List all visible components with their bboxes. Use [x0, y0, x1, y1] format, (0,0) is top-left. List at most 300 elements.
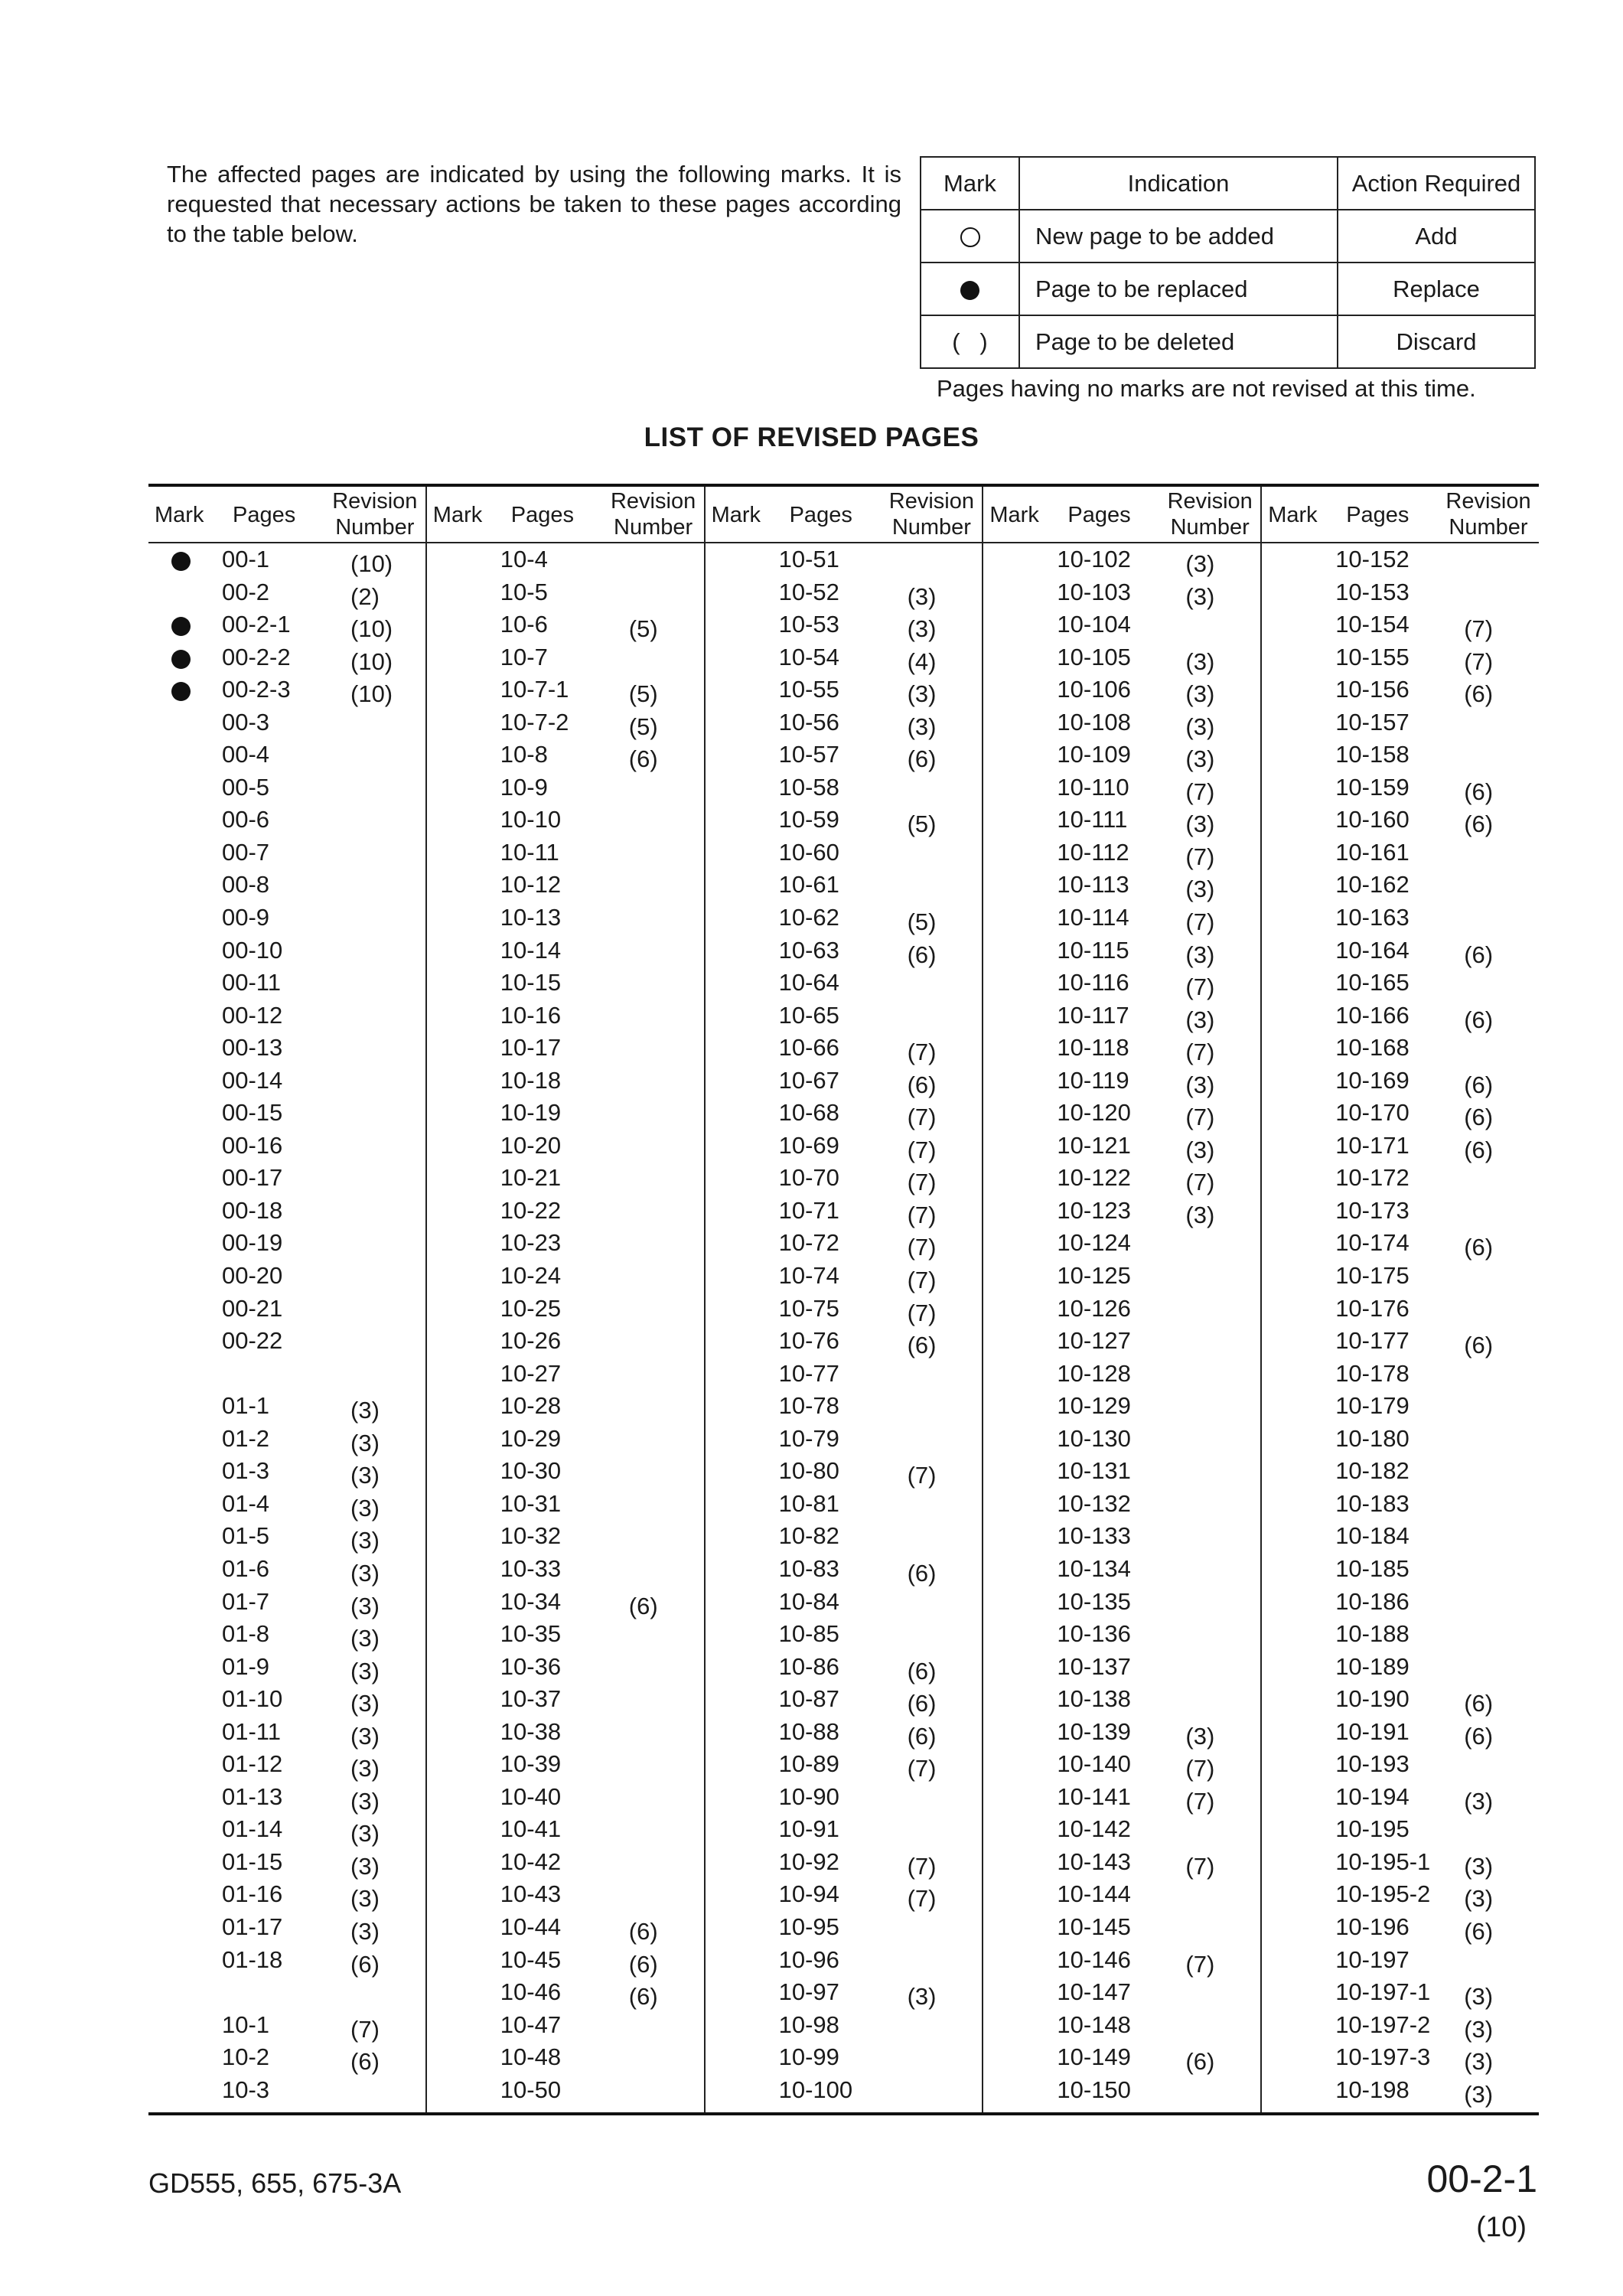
intro-paragraph: The affected pages are indicated by using the following marks. It is requested that necessary actions be taken to these pages according to the table below. — [167, 161, 901, 247]
page-number: 10-198 — [1335, 2076, 1410, 2103]
revision-number: (10) — [350, 550, 393, 577]
list-row — [148, 1879, 425, 1912]
list-row — [148, 1000, 425, 1033]
list-row — [706, 1163, 983, 1195]
revision-number: (3) — [907, 1983, 937, 2011]
list-row — [706, 1065, 983, 1098]
page-number: 10-99 — [778, 2043, 839, 2071]
page-number: 10-139 — [1057, 1717, 1131, 1745]
marks-legend-table — [920, 156, 1536, 369]
list-row — [983, 1424, 1260, 1456]
page-number: 10-47 — [500, 2011, 562, 2038]
page-number: 10-10 — [500, 806, 562, 833]
page-number: 10-85 — [778, 1620, 839, 1648]
column-body — [983, 543, 1260, 2107]
page-number: 10-44 — [500, 1913, 562, 1940]
list-row — [427, 1847, 704, 1880]
page-number: 00-7 — [222, 838, 270, 866]
list-row — [427, 1032, 704, 1065]
legend-mark-parentheses: ( ) — [921, 315, 1019, 368]
list-row — [706, 967, 983, 1000]
list-row — [706, 1521, 983, 1554]
column-header — [427, 487, 704, 543]
list-row — [706, 642, 983, 675]
page-number: 10-106 — [1057, 676, 1131, 703]
page-number: 10-108 — [1057, 708, 1131, 735]
list-row — [427, 1130, 704, 1163]
legend-header-mark: Mark — [921, 157, 1019, 210]
list-row — [427, 1456, 704, 1489]
header-pages: Pages — [789, 503, 852, 527]
page-number: 10-91 — [778, 1815, 839, 1843]
revision-number: (3) — [1185, 745, 1215, 773]
page-number: 10-166 — [1335, 1001, 1410, 1029]
page-number: 10-193 — [1335, 1750, 1410, 1778]
header-pages: Pages — [510, 503, 575, 527]
page-number: 10-27 — [500, 1359, 562, 1387]
page-number: 10-4 — [500, 546, 548, 572]
revision-number: (6) — [628, 1917, 658, 1945]
page-number: 10-76 — [778, 1327, 839, 1355]
page-number: 10-177 — [1335, 1327, 1410, 1355]
page-number: 10-12 — [500, 871, 562, 899]
list-row — [1262, 2075, 1539, 2108]
revision-number: (3) — [350, 1917, 380, 1945]
list-row — [148, 1163, 425, 1195]
revised-pages-list — [148, 484, 1539, 2115]
page-number: 10-82 — [778, 1522, 839, 1550]
list-row — [983, 1000, 1260, 1033]
header-mark: Mark — [989, 503, 1039, 527]
page-number: 10-188 — [1335, 1620, 1410, 1648]
revision-number: (3) — [350, 1690, 380, 1717]
list-row — [1262, 837, 1539, 870]
list-row — [1262, 1032, 1539, 1065]
page-number: 10-46 — [500, 1978, 562, 2006]
page-number: 10-68 — [778, 1099, 839, 1127]
list-row — [1262, 1945, 1539, 1978]
list-row — [1262, 2010, 1539, 2043]
revision-number: (7) — [1185, 1755, 1215, 1782]
revision-number: (3) — [1185, 680, 1215, 708]
list-column — [425, 487, 704, 2112]
page-number: 00-18 — [222, 1196, 283, 1224]
revision-number: (5) — [907, 908, 937, 936]
header-mark: Mark — [432, 503, 483, 527]
list-row — [427, 1652, 704, 1684]
list-row — [983, 1619, 1260, 1652]
revision-number: (3) — [1185, 1006, 1215, 1033]
list-row — [1262, 707, 1539, 740]
page-number: 10-141 — [1057, 1782, 1131, 1810]
list-row — [983, 1261, 1260, 1293]
revision-number: (3) — [1185, 1722, 1215, 1750]
page-number: 00-15 — [222, 1099, 283, 1127]
page-number: 10-135 — [1057, 1587, 1131, 1615]
list-row — [1262, 577, 1539, 610]
page-number: 10-133 — [1057, 1522, 1131, 1550]
footer-revision: (10) — [1476, 2211, 1527, 2242]
list-row — [1262, 609, 1539, 642]
page-number: 00-6 — [222, 806, 270, 833]
list-row — [1262, 935, 1539, 968]
list-row — [706, 1195, 983, 1228]
page-number: 10-84 — [778, 1587, 839, 1615]
revision-number: (3) — [1464, 2080, 1494, 2108]
list-title: LIST OF REVISED PAGES — [644, 422, 979, 452]
page-number: 10-7-2 — [500, 708, 569, 735]
page-number: 10-152 — [1335, 546, 1410, 572]
list-row — [1262, 1130, 1539, 1163]
list-row — [1262, 1391, 1539, 1424]
page-number: 10-158 — [1335, 741, 1410, 768]
page-number: 10-96 — [778, 1945, 839, 1973]
column-header — [1262, 487, 1539, 543]
list-row — [1262, 1326, 1539, 1358]
list-row — [983, 2010, 1260, 2043]
revision-number: (3) — [350, 1625, 380, 1652]
list-row — [427, 1912, 704, 1945]
list-row — [148, 902, 425, 935]
list-row — [148, 544, 425, 577]
revision-number: (6) — [1464, 1690, 1494, 1717]
page-number: 10-72 — [778, 1229, 839, 1257]
header-mark: Mark — [1268, 503, 1318, 527]
page-number: 10-105 — [1057, 643, 1131, 670]
list-row — [427, 1749, 704, 1782]
header-pages: Pages — [233, 503, 296, 527]
page-number: 10-40 — [500, 1782, 562, 1810]
revision-number: (7) — [350, 2015, 380, 2043]
legend-row-replace — [921, 263, 1535, 315]
list-row — [706, 902, 983, 935]
revision-number: (7) — [1185, 778, 1215, 805]
list-row — [1262, 1977, 1539, 2010]
list-row — [427, 1521, 704, 1554]
page-number: 10-189 — [1335, 1652, 1410, 1680]
page-number: 10-95 — [778, 1913, 839, 1940]
list-row — [148, 1912, 425, 1945]
page-number: 01-18 — [222, 1945, 283, 1973]
list-row — [706, 837, 983, 870]
list-row — [148, 707, 425, 740]
page-number: 10-195 — [1335, 1815, 1410, 1843]
footer-model-name: GD555, 655, 675-3A — [148, 2167, 402, 2199]
page-number: 10-134 — [1057, 1554, 1131, 1582]
revision-number: (6) — [1464, 1917, 1494, 1945]
page-number: 10-21 — [500, 1164, 562, 1192]
list-row — [706, 1000, 983, 1033]
revision-number: (3) — [350, 1462, 380, 1489]
page-number: 10-59 — [778, 806, 839, 833]
list-row — [1262, 544, 1539, 577]
page-number: 10-129 — [1057, 1392, 1131, 1420]
page-number: 10-148 — [1057, 2011, 1131, 2038]
revision-number: (7) — [907, 1755, 937, 1782]
list-row — [706, 674, 983, 707]
legend-mark-cell — [921, 210, 1019, 263]
list-row — [983, 1326, 1260, 1358]
page-number: 00-8 — [222, 871, 270, 899]
page-number: 10-80 — [778, 1457, 839, 1485]
page-number: 10-90 — [778, 1782, 839, 1810]
page-number: 01-4 — [222, 1489, 270, 1517]
list-row — [983, 1554, 1260, 1587]
list-row — [427, 1489, 704, 1521]
legend-indication: Page to be deleted — [1019, 315, 1338, 368]
revision-number: (6) — [1464, 1104, 1494, 1131]
filled-circle-icon — [171, 552, 191, 571]
list-row — [427, 1293, 704, 1326]
list-row — [706, 1912, 983, 1945]
revision-number: (3) — [1464, 1885, 1494, 1913]
list-row — [1262, 1065, 1539, 1098]
list-row — [148, 1554, 425, 1587]
page-number: 00-9 — [222, 904, 270, 931]
revision-number: (5) — [628, 680, 658, 708]
page-number: 00-2 — [222, 578, 270, 605]
list-row — [1262, 1879, 1539, 1912]
revision-number: (3) — [1185, 1071, 1215, 1098]
page-number: 10-144 — [1057, 1880, 1131, 1908]
revision-number: (5) — [628, 615, 658, 643]
page-number: 10-175 — [1335, 1262, 1410, 1290]
list-row — [148, 1293, 425, 1326]
list-row — [706, 935, 983, 968]
revision-number: (7) — [1464, 647, 1494, 675]
list-row — [983, 1652, 1260, 1684]
revision-number: (7) — [1185, 1039, 1215, 1066]
revision-number: (7) — [907, 1267, 937, 1294]
list-row — [1262, 1749, 1539, 1782]
page-number: 10-165 — [1335, 969, 1410, 996]
list-row — [148, 1749, 425, 1782]
list-row — [148, 1326, 425, 1358]
list-row — [427, 1326, 704, 1358]
revision-number: (7) — [907, 1462, 937, 1489]
page-number: 01-13 — [222, 1782, 283, 1810]
column-header — [983, 487, 1260, 543]
list-row — [983, 1195, 1260, 1228]
page-number: 10-34 — [500, 1587, 562, 1615]
list-column — [148, 487, 425, 2112]
page-number: 10-45 — [500, 1945, 562, 1973]
page-number: 10-33 — [500, 1554, 562, 1582]
page-number: 10-130 — [1057, 1424, 1131, 1452]
page-number: 01-3 — [222, 1457, 270, 1485]
page-number: 10-197 — [1335, 1945, 1410, 1973]
list-row — [427, 739, 704, 772]
list-row — [427, 967, 704, 1000]
list-row — [706, 1879, 983, 1912]
revision-number: (3) — [1464, 1983, 1494, 2011]
page-number: 10-8 — [500, 741, 548, 768]
page-number: 10-35 — [500, 1620, 562, 1648]
page-number: 10-197-1 — [1335, 1978, 1431, 2006]
revision-number: (6) — [1185, 2048, 1215, 2076]
list-row — [148, 1358, 425, 1391]
list-row — [706, 1814, 983, 1847]
legend-indication: Page to be replaced — [1019, 263, 1338, 315]
list-row — [983, 609, 1260, 642]
page-number: 10-190 — [1335, 1685, 1410, 1713]
list-row — [983, 1163, 1260, 1195]
page-number: 10-116 — [1057, 969, 1129, 996]
list-row — [148, 674, 425, 707]
list-row — [983, 1912, 1260, 1945]
page-number: 10-64 — [778, 969, 839, 996]
revision-number: (5) — [628, 713, 658, 740]
page-number: 00-20 — [222, 1262, 283, 1290]
page-number: 10-83 — [778, 1554, 839, 1582]
list-row — [148, 935, 425, 968]
list-row — [148, 1782, 425, 1815]
list-row — [706, 1945, 983, 1978]
page-number: 10-119 — [1057, 1066, 1129, 1094]
list-row — [983, 1684, 1260, 1717]
page-number: 01-12 — [222, 1750, 283, 1778]
page-number: 01-9 — [222, 1652, 270, 1680]
revision-number: (3) — [350, 1527, 380, 1554]
list-row — [148, 1847, 425, 1880]
revision-number: (3) — [1185, 810, 1215, 838]
header-revision: Revision Number — [610, 489, 696, 540]
page-number: 10-136 — [1057, 1620, 1131, 1648]
list-row — [1262, 1228, 1539, 1261]
list-row — [148, 1945, 425, 1978]
revision-number: (6) — [628, 1950, 658, 1978]
list-row — [983, 1032, 1260, 1065]
page-number: 10-6 — [500, 611, 548, 638]
revision-number: (10) — [350, 647, 393, 675]
page-number: 01-1 — [222, 1392, 270, 1420]
page-number: 10-162 — [1335, 871, 1410, 899]
list-row — [983, 1521, 1260, 1554]
filled-circle-icon — [171, 617, 191, 636]
revision-number: (3) — [350, 1820, 380, 1848]
legend-header-row — [921, 157, 1535, 210]
revision-number: (7) — [1185, 1169, 1215, 1196]
list-row — [148, 1130, 425, 1163]
list-row — [983, 772, 1260, 805]
revision-number: (3) — [907, 615, 937, 643]
page-number: 01-10 — [222, 1685, 283, 1713]
revision-number: (6) — [1464, 1071, 1494, 1098]
revision-number: (3) — [350, 1657, 380, 1684]
list-row — [983, 739, 1260, 772]
list-row — [1262, 1814, 1539, 1847]
list-row — [148, 1684, 425, 1717]
list-row — [427, 2075, 704, 2108]
list-row — [706, 1977, 983, 2010]
page-number: 01-5 — [222, 1522, 270, 1550]
page-number: 10-88 — [778, 1717, 839, 1745]
legend-header-action: Action Required — [1338, 157, 1535, 210]
page-number: 10-120 — [1057, 1099, 1131, 1127]
page-number: 10-126 — [1057, 1294, 1131, 1322]
list-row — [706, 1749, 983, 1782]
revision-number: (6) — [1464, 941, 1494, 968]
page-number: 00-4 — [222, 741, 270, 768]
list-row — [1262, 1619, 1539, 1652]
page-number: 10-110 — [1057, 773, 1129, 801]
list-row — [1262, 1424, 1539, 1456]
revision-number: (6) — [1464, 1234, 1494, 1261]
list-row — [706, 1717, 983, 1750]
list-row — [983, 2075, 1260, 2108]
revision-number: (6) — [628, 1592, 658, 1619]
list-row — [148, 837, 425, 870]
list-row — [706, 2010, 983, 2043]
page-number: 10-186 — [1335, 1587, 1410, 1615]
revision-number: (3) — [350, 1429, 380, 1456]
list-row — [148, 2042, 425, 2075]
page-number: 10-100 — [778, 2076, 853, 2103]
revision-number: (3) — [1464, 2015, 1494, 2043]
list-row — [983, 544, 1260, 577]
revision-number: (6) — [628, 1983, 658, 2011]
list-row — [148, 1261, 425, 1293]
list-row — [1262, 902, 1539, 935]
revision-number: (3) — [1185, 1136, 1215, 1163]
page-number: 10-121 — [1057, 1131, 1131, 1159]
revision-number: (3) — [350, 1494, 380, 1521]
list-row — [983, 1097, 1260, 1130]
revision-number: (7) — [1185, 974, 1215, 1001]
revision-number: (3) — [350, 1559, 380, 1587]
page-number: 10-32 — [500, 1522, 562, 1550]
list-row — [1262, 1489, 1539, 1521]
column-body — [148, 543, 425, 2107]
list-row — [706, 1456, 983, 1489]
filled-circle-icon — [171, 650, 191, 669]
list-row — [427, 1261, 704, 1293]
page-number: 10-111 — [1057, 806, 1128, 833]
list-row — [706, 1261, 983, 1293]
revision-number: (6) — [628, 745, 658, 773]
list-row — [706, 1684, 983, 1717]
revision-number: (6) — [907, 1657, 937, 1684]
list-row — [983, 1130, 1260, 1163]
list-column — [1260, 487, 1539, 2112]
list-row — [427, 1097, 704, 1130]
revision-number: (3) — [350, 1787, 380, 1815]
page-number: 10-138 — [1057, 1685, 1131, 1713]
list-row — [983, 2042, 1260, 2075]
list-row — [983, 1717, 1260, 1750]
page-number: 10-150 — [1057, 2076, 1131, 2103]
revision-number: (3) — [1185, 1201, 1215, 1228]
list-row — [427, 1619, 704, 1652]
list-row — [1262, 1293, 1539, 1326]
list-row — [706, 2042, 983, 2075]
revision-number: (3) — [350, 1885, 380, 1913]
page-number: 10-142 — [1057, 1815, 1131, 1843]
page-number: 10-147 — [1057, 1978, 1131, 2006]
header-revision: Revision Number — [332, 489, 418, 540]
page-number: 10-25 — [500, 1294, 562, 1322]
filled-circle-icon — [171, 682, 191, 701]
list-row — [148, 2075, 425, 2108]
list-row — [983, 1391, 1260, 1424]
revision-number: (5) — [907, 810, 937, 838]
header-pages: Pages — [1346, 503, 1410, 527]
page-number: 10-38 — [500, 1717, 562, 1745]
page-number: 10-196 — [1335, 1913, 1410, 1940]
page-number: 10-125 — [1057, 1262, 1131, 1290]
page-number: 01-7 — [222, 1587, 270, 1615]
list-row — [983, 1749, 1260, 1782]
